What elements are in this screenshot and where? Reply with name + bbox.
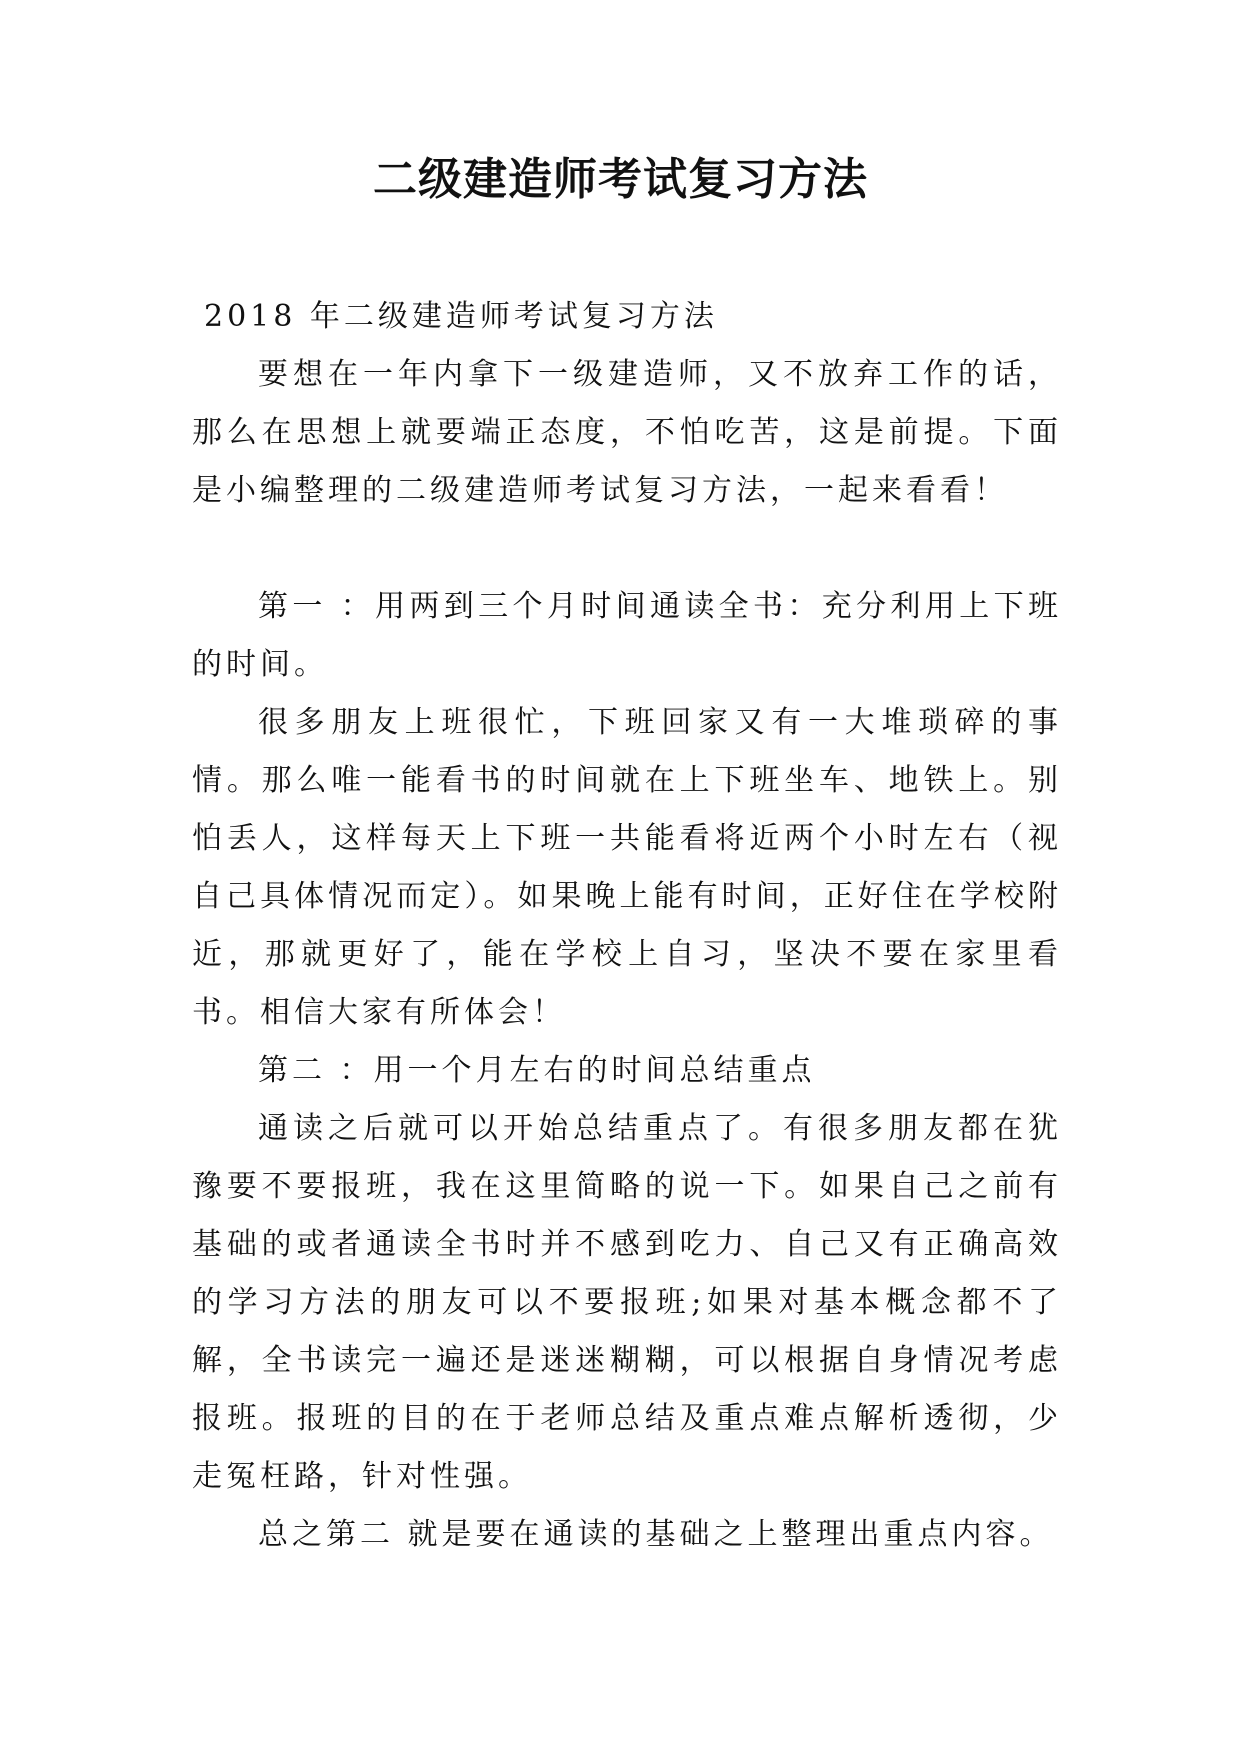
document-title: 二级建造师考试复习方法 [373, 154, 868, 205]
paragraph-spacer [192, 520, 1062, 578]
paragraph-step-one-heading: 第一 ：用两到三个月时间通读全书：充分利用上下班的时间。 [192, 589, 1062, 682]
paragraph-step-two-heading: 第二 ：用一个月左右的时间总结重点 [258, 1053, 816, 1088]
document-body [192, 288, 1062, 1564]
paragraph-step-one-body: 很多朋友上班很忙，下班回家又有一大堆琐碎的事情。那么唯一能看书的时间就在上下班坐车、地铁上。别怕丢人，这样每天上下班一共能看将近两个小时左右（视自己具体情况而定）。如果晚上能有时间，正好住在学校附近，那就更好了，能在学校上自习，坚决不要在家里看书。相信大家有所体会！ [192, 705, 1062, 1030]
paragraph-step-two-body: 通读之后就可以开始总结重点了。有很多朋友都在犹豫要不要报班，我在这里简略的说一下。如果自己之前有基础的或者通读全书时并不感到吃力、自己又有正确高效的学习方法的朋友可以不要报班;如果对基本概念都不了解，全书读完一遍还是迷迷糊糊，可以根据自身情况考虑报班。报班的目的在于老师总结及重点难点解析透彻，少走冤枉路，针对性强。 [192, 1111, 1062, 1494]
paragraph-intro: 要想在一年内拿下一级建造师，又不放弃工作的话，那么在思想上就要端正态度，不怕吃苦，这是前提。下面是小编整理的二级建造师考试复习方法，一起来看看！ [192, 357, 1062, 508]
document-subtitle: 2018 年二级建造师考试复习方法 [204, 299, 718, 334]
paragraph-summary: 总之第二 就是要在通读的基础之上整理出重点内容。 [258, 1517, 1054, 1552]
